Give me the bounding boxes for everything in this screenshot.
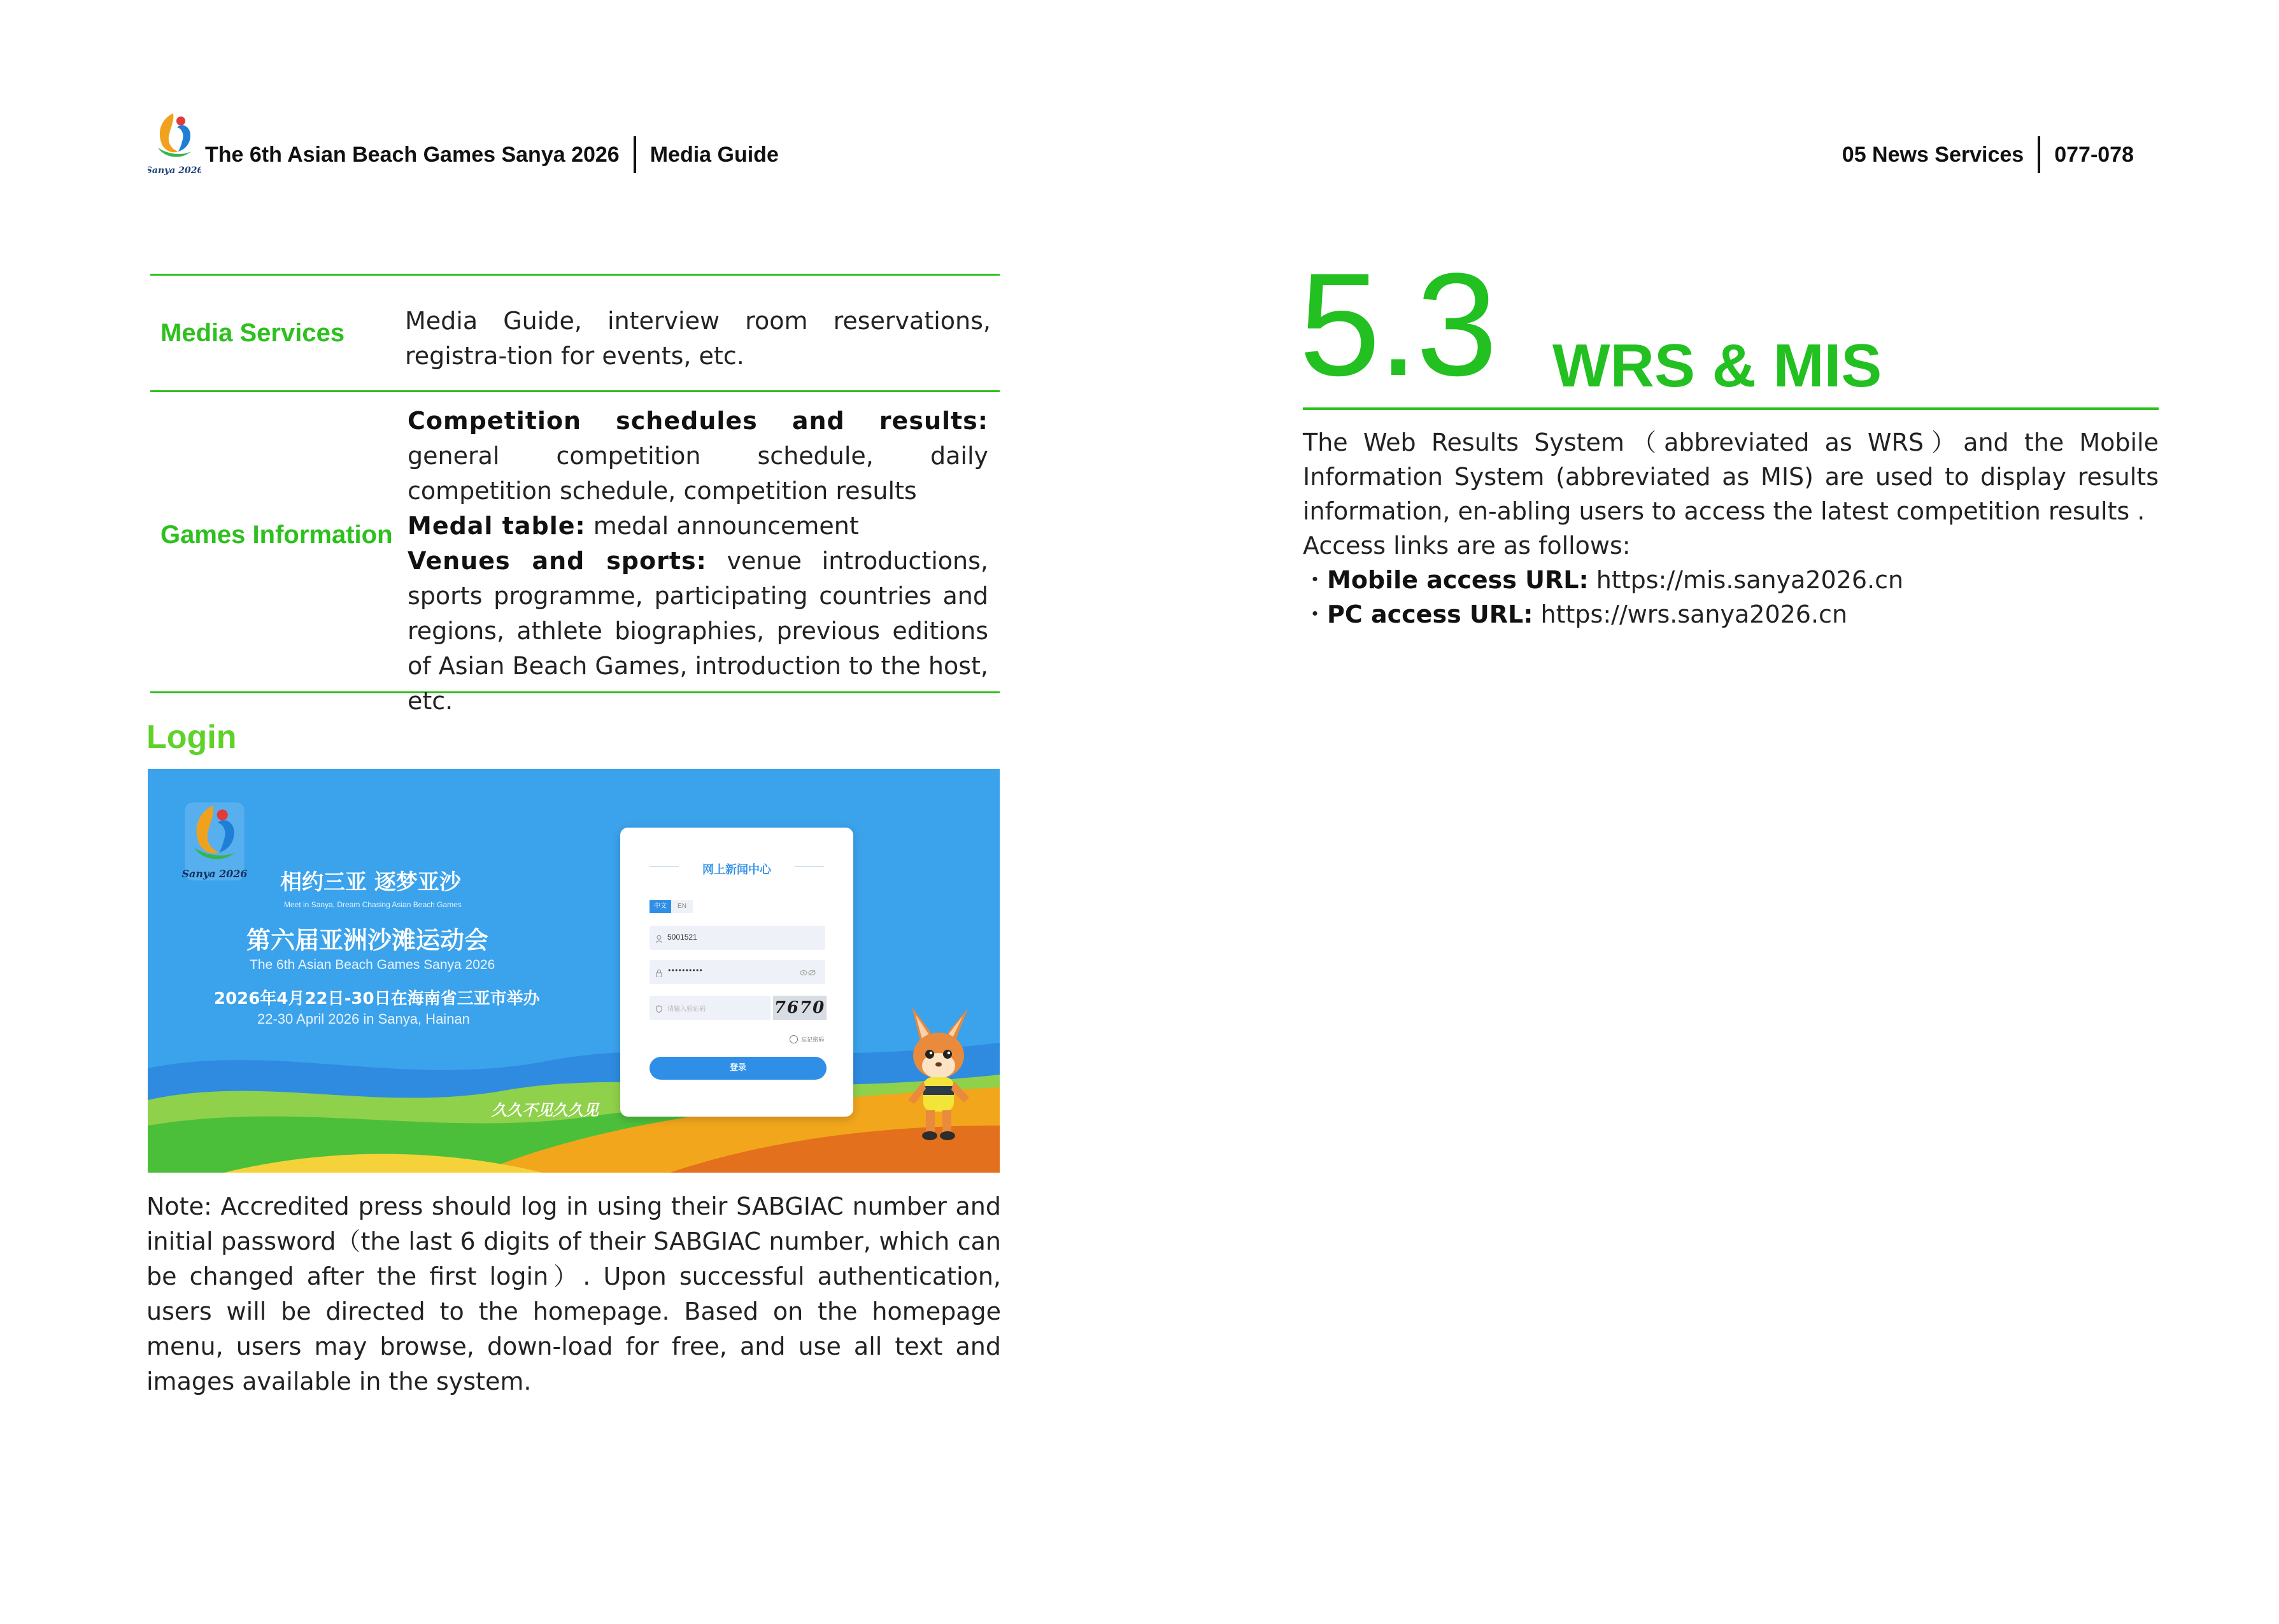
login-screenshot: [148, 769, 1000, 1173]
slogan-cn: 相约三亚 逐梦亚沙: [280, 870, 461, 895]
games-info-item: [408, 404, 988, 509]
games-name-en: The 6th Asian Beach Games Sanya 2026: [250, 957, 495, 972]
table-row: [150, 274, 1000, 390]
item-label: Competition schedules and results:: [408, 407, 988, 435]
section-title: WRS & MIS: [1552, 332, 1882, 400]
link-item-pc: [1303, 597, 2159, 632]
svg-text:Sanya 2026: Sanya 2026: [148, 166, 201, 176]
login-card-title: 网上新闻中心: [702, 863, 771, 877]
item-label: Venues and sports:: [408, 547, 707, 575]
password-value: ••••••••••: [667, 966, 702, 975]
guide-title: Media Guide: [650, 142, 779, 167]
header-right: [1842, 136, 2134, 173]
help-icon: [790, 1035, 798, 1043]
games-info-item: [408, 544, 988, 719]
username-value: 5001521: [667, 933, 697, 942]
bullet: ・: [1303, 600, 1328, 628]
username-field[interactable]: [650, 926, 825, 950]
pc-url-link[interactable]: https://wrs.sanya2026.cn: [1533, 600, 1848, 628]
lock-icon: [656, 968, 662, 975]
page-numbers: 077-078: [2054, 142, 2134, 167]
publication-title: The 6th Asian Beach Games Sanya 2026: [205, 142, 620, 167]
access-intro: Access links are as follows:: [1303, 532, 1631, 560]
title-rule: [795, 866, 824, 867]
row-key-games-information: Games Information: [160, 521, 393, 549]
captcha-field[interactable]: [650, 996, 770, 1020]
item-text: medal announcement: [585, 512, 859, 540]
bullet: ・: [1303, 566, 1328, 594]
item-text: general competition schedule, daily competition schedule, competition results: [408, 442, 988, 505]
login-note: Note: Accredited press should log in using their SABGIAC number and initial password（the last 6 digits of their SABGIAC number, which can be changed after the first login）. Upon successful authentication, users will be directed to the homepage. Based on the homepage menu, users may browse, down-load for free, and use all text and images available in the system.: [146, 1192, 1001, 1395]
password-field[interactable]: [650, 960, 825, 984]
section-number: 5.3: [1299, 243, 1495, 406]
item-label: Medal table:: [408, 512, 586, 540]
row-value-media-services: Media Guide, interview room reservations, registra-tion for events, etc.: [405, 307, 991, 370]
section-paragraph: The Web Results System（abbreviated as WRS）and the Mobile Information System (abbreviated as MIS) are used to display results information, en-abling users to access the latest competition results .: [1303, 428, 2159, 525]
mobile-url-link[interactable]: https://mis.sanya2026.cn: [1588, 566, 1904, 594]
games-name-cn: 第六届亚洲沙滩运动会: [246, 926, 489, 954]
header-divider: [2038, 136, 2040, 173]
header-divider: [634, 136, 636, 173]
header-left: [205, 136, 779, 173]
user-icon: [656, 933, 662, 941]
login-button[interactable]: 登录: [650, 1057, 827, 1080]
lang-en-tab[interactable]: EN: [671, 900, 693, 913]
screenshot-logo: [180, 801, 250, 884]
slogan-en: Meet in Sanya, Dream Chasing Asian Beach Games: [284, 900, 462, 909]
services-table: [150, 274, 1000, 715]
signature-text: 久久不见久久见: [492, 1101, 599, 1119]
chapter-label: 05 News Services: [1842, 142, 2024, 167]
captcha-placeholder: 请输入验证码: [667, 1006, 706, 1013]
login-card: [620, 828, 853, 1117]
games-date-cn: 2026年4月22日-30日在海南省三亚市举办: [214, 989, 540, 1008]
section-body: [1303, 425, 2159, 632]
title-rule: [650, 866, 679, 867]
captcha-image[interactable]: 7670: [773, 996, 827, 1020]
table-row: [150, 390, 1000, 715]
mascot-image: [894, 1005, 983, 1145]
row-key-media-services: Media Services: [160, 319, 345, 347]
section-rule: [1303, 407, 2159, 410]
forgot-password-label: 忘记密码: [801, 1037, 825, 1043]
games-logo: [148, 109, 201, 177]
shield-icon: [656, 1003, 662, 1011]
games-date-en: 22-30 April 2026 in Sanya, Hainan: [257, 1011, 470, 1027]
link-label: PC access URL:: [1327, 600, 1533, 628]
link-item-mobile: [1303, 563, 2159, 597]
show-password-icon[interactable]: [800, 968, 816, 977]
forgot-password-link[interactable]: [790, 1033, 824, 1045]
games-info-item: [408, 509, 988, 544]
login-heading: Login: [146, 719, 237, 756]
row-value-games-information: [408, 404, 988, 719]
link-label: Mobile access URL:: [1327, 566, 1589, 594]
lang-cn-tab[interactable]: 中文: [650, 900, 671, 913]
svg-text:Sanya 2026: Sanya 2026: [181, 868, 248, 880]
item-text: venue introductions, sports programme, participating countries and regions, athlete biographies, previous editions of Asian Beach Games, introduction to the host, etc.: [408, 547, 988, 715]
